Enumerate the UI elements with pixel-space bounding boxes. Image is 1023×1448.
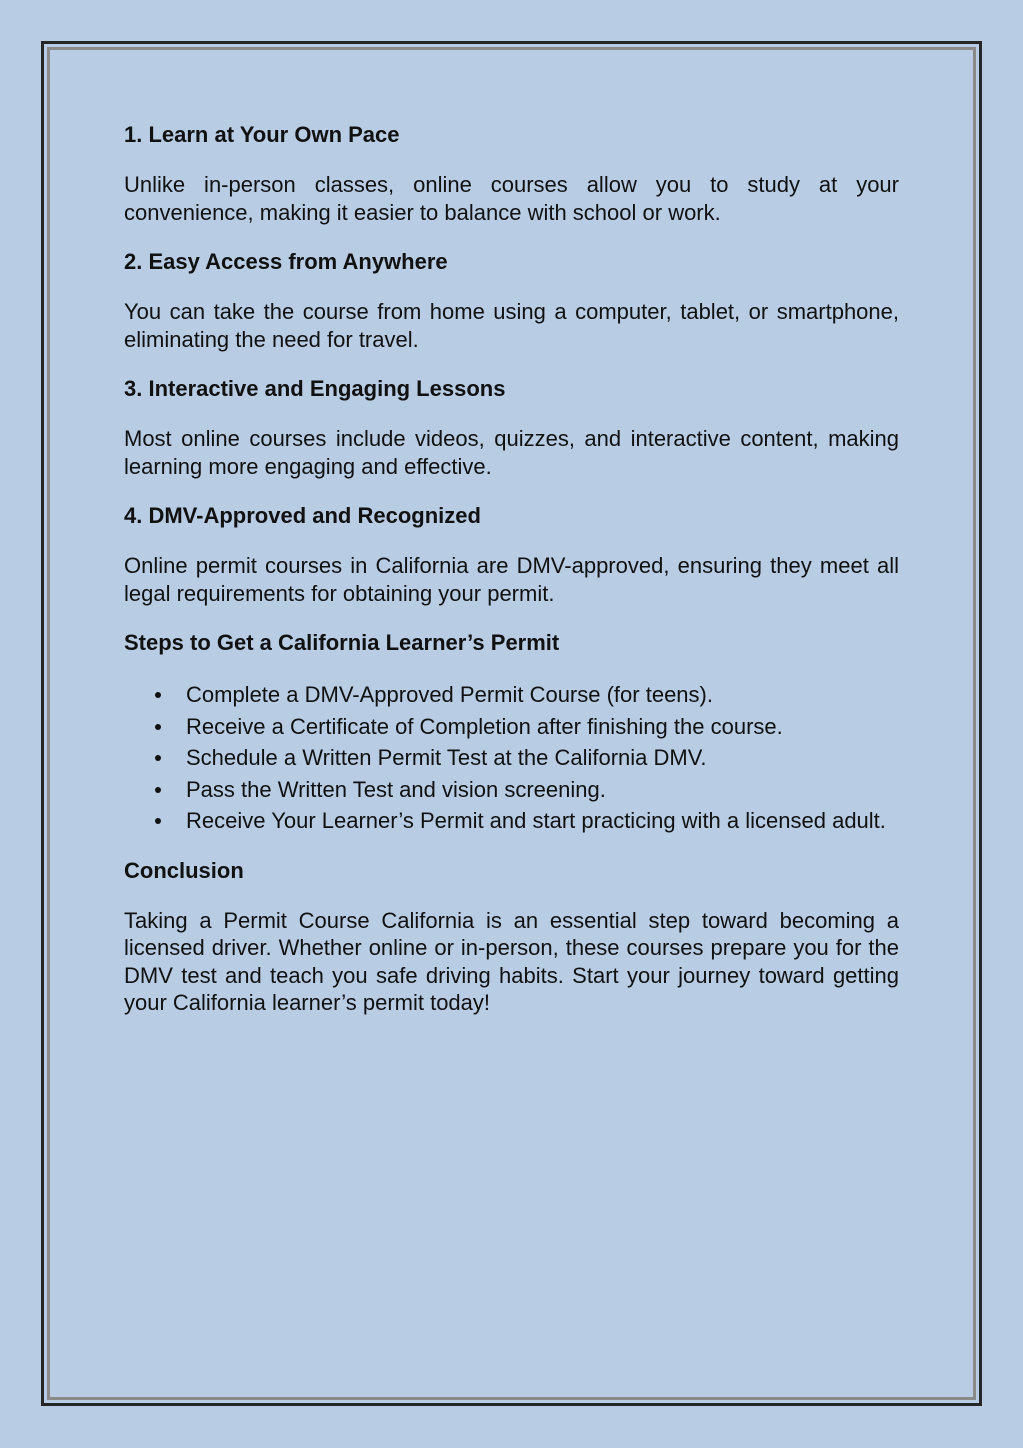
section-body-dmv-approved: Online permit courses in California are DMV-approved, ensuring they meet all legal requirements for obtaining your permit.: [124, 553, 899, 606]
bullet-icon: [155, 724, 161, 730]
bullet-icon: [155, 755, 161, 761]
section-heading-learn-at-own-pace: 1. Learn at Your Own Pace: [124, 122, 400, 147]
list-item: [124, 711, 899, 743]
list-item: [124, 805, 899, 837]
list-item-text: Receive a Certificate of Completion after finishing the course.: [186, 713, 783, 739]
list-item-text: Complete a DMV-Approved Permit Course (for teens).: [186, 682, 713, 707]
bullet-icon: [155, 692, 161, 698]
steps-list: [124, 679, 899, 837]
list-item-text: Schedule a Written Permit Test at the California DMV.: [186, 745, 707, 770]
bullet-icon: [155, 818, 161, 824]
section-heading-dmv-approved: 4. DMV-Approved and Recognized: [124, 503, 481, 528]
list-item: [124, 774, 899, 806]
conclusion-heading: Conclusion: [124, 857, 244, 883]
conclusion-body: Taking a Permit Course California is an essential step toward becoming a licensed driver. Whether online or in-person, these courses prepare you for the DMV test and teach you safe driving habits. Start your journey toward getting your California learner’s permit today!: [124, 907, 899, 1015]
section-heading-interactive-lessons: 3. Interactive and Engaging Lessons: [124, 376, 506, 401]
section-heading-easy-access: 2. Easy Access from Anywhere: [124, 249, 448, 274]
list-item-text: Receive Your Learner’s Permit and start practicing with a licensed adult.: [186, 808, 886, 833]
section-body-interactive-lessons: Most online courses include videos, quizzes, and interactive content, making learning more engaging and effective.: [124, 426, 899, 479]
section-body-easy-access: You can take the course from home using a computer, tablet, or smartphone, eliminating the need for travel.: [124, 299, 899, 352]
list-item: [124, 679, 899, 711]
list-item: [124, 742, 899, 774]
document-content: [124, 121, 899, 1039]
bullet-icon: [155, 787, 161, 793]
section-body-learn-at-own-pace: Unlike in-person classes, online courses allow you to study at your convenience, making it easier to balance with school or work.: [124, 172, 899, 225]
steps-heading: Steps to Get a California Learner’s Permit: [124, 630, 560, 655]
list-item-text: Pass the Written Test and vision screening.: [186, 776, 606, 802]
